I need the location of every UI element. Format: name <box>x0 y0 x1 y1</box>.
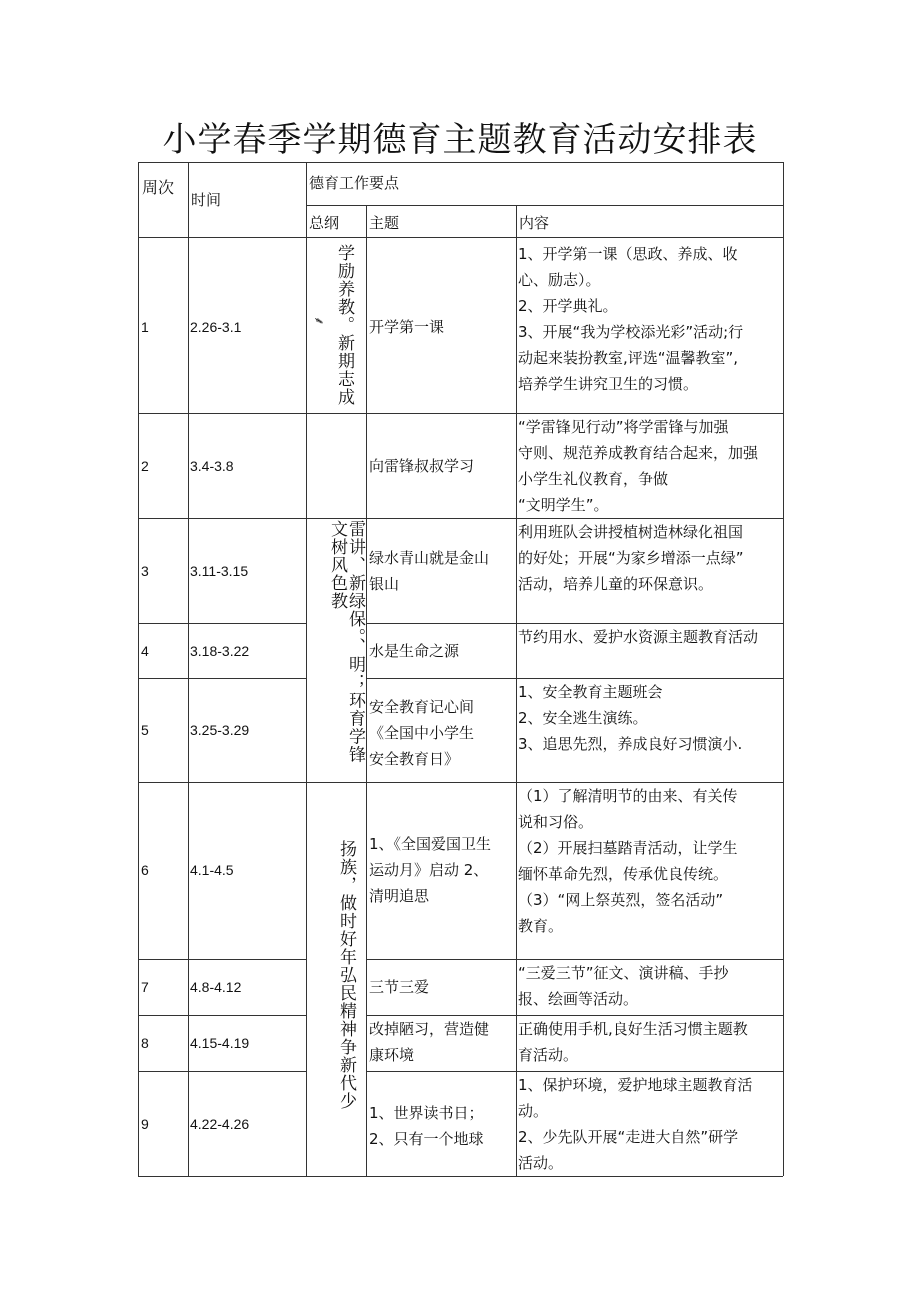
col-divider <box>516 205 517 1176</box>
row-3-theme: 绿水青山就是金山 银山 <box>369 549 490 593</box>
page-title: 小学春季学期德育主题教育活动安排表 <box>162 120 758 160</box>
header-bottom <box>138 237 783 238</box>
row-7-week: 7 <box>141 979 149 995</box>
row-divider <box>138 1015 306 1016</box>
outline-group-1-mark: ⸙ <box>311 316 326 327</box>
row-6-week: 6 <box>141 862 149 878</box>
row-8-week: 8 <box>141 1035 149 1051</box>
row-5-content: 1、安全教育主题班会 2、安全逃生演练。 3、追思先烈，养成良好习惯演小. <box>518 683 743 753</box>
row-9-week: 9 <box>141 1116 149 1132</box>
outline-group-3: 雷讲、新绿保。、明；环育学锋 <box>345 520 365 764</box>
row-3-time: 3.11-3.15 <box>190 563 249 579</box>
row-6-time: 4.1-4.5 <box>190 862 234 878</box>
header-theme: 主题 <box>369 214 400 232</box>
row-9-content: 1、保护环境，爱护地球主题教育活 动。 2、少先队开展“走进大自然”研学 活动。 <box>518 1076 753 1172</box>
row-divider <box>138 678 306 679</box>
row-1-content: 1、开学第一课（思政、养成、收 心、励志）。 2、开学典礼。 3、开展“我为学校添光彩”活动;行 动起来装扮教室,评选“温馨教室”, 培养学生讲究卫生的习惯。 <box>518 245 744 393</box>
table-border-top <box>138 162 783 163</box>
col-divider <box>306 162 307 1176</box>
row-3-content: 利用班队会讲授植树造林绿化祖国 的好处；开展“为家乡增添一点绿” 活动，培养儿童的环保意识。 <box>518 523 744 593</box>
row-9-theme: 1、世界读书日； 2、只有一个地球 <box>369 1104 484 1148</box>
row-3-week: 3 <box>141 563 149 579</box>
row-1-time: 2.26-3.1 <box>190 319 242 335</box>
row-4-content: 节约用水、爱护水资源主题教育活动 <box>518 628 759 646</box>
header-divider <box>307 205 783 206</box>
row-divider <box>138 1071 306 1072</box>
table-border-bottom <box>138 1176 783 1177</box>
row-8-theme: 改掉陋习，营造健 康环境 <box>369 1020 490 1064</box>
row-2-week: 2 <box>141 458 149 474</box>
header-points: 德育工作要点 <box>309 174 400 192</box>
row-2-time: 3.4-3.8 <box>190 458 234 474</box>
row-7-content: “三爱三节”征文、演讲稿、手抄 报、绘画等活动。 <box>518 964 729 1008</box>
row-8-time: 4.15-4.19 <box>190 1035 250 1051</box>
col-divider <box>188 162 189 1176</box>
row-6-content: （1）了解清明节的由来、有关传 说和习俗。 （2）开展扫墓踏青活动，让学生 缅怀革命先烈，传承优良传统。 （3）“网上祭英烈，签名活动” 教育。 <box>518 787 738 935</box>
row-9-time: 4.22-4.26 <box>190 1116 250 1132</box>
table-border-left <box>138 162 139 1176</box>
row-4-week: 4 <box>141 643 149 659</box>
header-week: 周次 <box>142 178 175 197</box>
row-4-time: 3.18-3.22 <box>190 643 250 659</box>
row-6-theme: 1、《全国爱国卫生 运动月》启动 2、 清明追思 <box>369 835 492 905</box>
row-divider <box>138 959 306 960</box>
row-1-week: 1 <box>141 319 149 335</box>
outline-group-4: 扬族，做时好年弘民精神争新代少 <box>336 840 356 1110</box>
header-outline: 总纲 <box>309 214 340 232</box>
row-2-theme: 向雷锋叔叔学习 <box>369 457 475 475</box>
row-2-content: “学雷锋见行动”将学雷锋与加强 守则、规范养成教育结合起来，加强 小学生礼仪教育，争做 “文明学生”。 <box>518 418 759 514</box>
row-5-time: 3.25-3.29 <box>190 722 250 738</box>
row-divider <box>138 623 306 624</box>
row-7-time: 4.8-4.12 <box>190 979 242 995</box>
header-content: 内容 <box>519 214 550 232</box>
outline-group-1: 学励养教。新期志成 <box>334 244 354 406</box>
row-1-theme: 开学第一课 <box>369 318 445 336</box>
row-8-content: 正确使用手机,良好生活习惯主题教 育活动。 <box>518 1020 748 1064</box>
row-5-theme: 安全教育记心间 《全国中小学生 安全教育日》 <box>369 698 475 768</box>
outline-group-3-b: 文树风色教 <box>327 520 347 610</box>
row-5-week: 5 <box>141 722 149 738</box>
row-4-theme: 水是生命之源 <box>369 642 460 660</box>
header-time: 时间 <box>191 191 222 209</box>
row-7-theme: 三节三爱 <box>369 978 430 996</box>
table-border-right <box>783 162 784 1176</box>
col-divider <box>366 205 367 1176</box>
